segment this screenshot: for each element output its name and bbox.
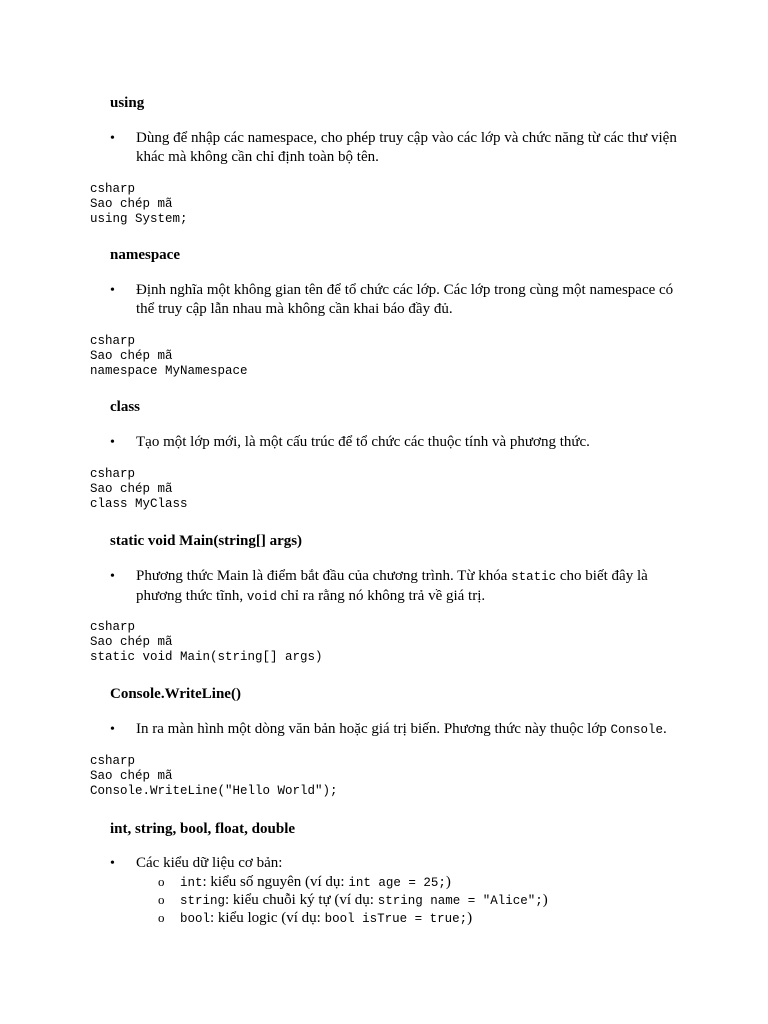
inline-code: Console [610,723,664,737]
text-run: ) [467,910,473,926]
bullet-text: Tạo một lớp mới, là một cấu trúc để tổ chức các thuộc tính và phương thức. [136,434,590,450]
code-language-label: csharp [90,334,136,348]
copy-code-label: Sao chép mã [90,197,173,211]
bullet-marker: • [110,283,115,298]
bullet-marker: • [110,856,115,871]
code-block [90,182,188,227]
text-run: cho biết đây là phương thức tĩnh, [136,568,648,604]
sublist-item-bool [158,909,678,927]
code-example: bool isTrue = true; [324,912,468,926]
inline-code: void [246,590,277,604]
section-heading: using [110,95,145,111]
bullet-marker: • [110,722,115,737]
inline-code: static [511,570,557,584]
code-block [90,620,323,665]
bullet-marker: • [110,435,115,450]
text-run: In ra màn hình một dòng văn bản hoặc giá trị biến. Phương thức này thuộc lớp [136,721,611,737]
text-run: ) [445,874,451,890]
sublist-item-int [158,873,678,891]
copy-code-label: Sao chép mã [90,635,173,649]
bullet-text [136,720,686,740]
bullet-marker: • [110,131,115,146]
section-heading: class [110,399,140,415]
code-example: int age = 25; [348,876,446,890]
bullet-text: Các kiểu dữ liệu cơ bản: [136,855,283,871]
type-keyword: string [180,894,226,908]
section-heading: Console.WriteLine() [110,686,241,702]
text-run: . [663,721,667,737]
text-run: Phương thức Main là điểm bắt đầu của chương trình. Từ khóa [136,568,512,584]
code-language-label: csharp [90,620,136,634]
code-line: class MyClass [90,497,188,511]
code-block [90,467,188,512]
text-run: : kiểu logic (ví dụ: [210,910,325,926]
copy-code-label: Sao chép mã [90,349,173,363]
text-run: ) [542,892,548,908]
code-language-label: csharp [90,754,136,768]
type-keyword: int [180,876,203,890]
code-block [90,754,338,799]
bullet-text: Dùng để nhập các namespace, cho phép truy cập vào các lớp và chức năng từ các thư viện khác mà không cần chỉ định toàn bộ tên. [136,130,677,165]
bullet-text [136,567,686,607]
type-sublist [158,873,678,927]
copy-code-label: Sao chép mã [90,482,173,496]
sublist-item-string [158,891,678,909]
text-run: chỉ ra rằng nó không trả về giá trị. [276,588,486,604]
code-language-label: csharp [90,467,136,481]
code-line: namespace MyNamespace [90,364,248,378]
bullet-text: Định nghĩa một không gian tên để tổ chức các lớp. Các lớp trong cùng một namespace có thể truy cập lẫn nhau mà không cần khai báo đầy đủ. [136,282,674,317]
text-run: : kiểu chuỗi ký tự (ví dụ: [225,892,378,908]
code-line: static void Main(string[] args) [90,650,323,664]
sublist-item-text [180,891,548,910]
type-keyword: bool [180,912,211,926]
copy-code-label: Sao chép mã [90,769,173,783]
code-block [90,334,248,379]
sublist-item-text [180,873,451,892]
text-run: : kiểu số nguyên (ví dụ: [202,874,349,890]
code-line: using System; [90,212,188,226]
section-heading: static void Main(string[] args) [110,533,303,549]
sublist-item-text [180,909,472,928]
sub-bullet-marker: o [158,892,165,907]
section-heading: int, string, bool, float, double [110,821,296,837]
code-example: string name = "Alice"; [377,894,543,908]
code-line: Console.WriteLine("Hello World"); [90,784,338,798]
code-language-label: csharp [90,182,136,196]
section-heading: namespace [110,247,180,263]
bullet-marker: • [110,569,115,584]
sub-bullet-marker: o [158,874,165,889]
sub-bullet-marker: o [158,910,165,925]
